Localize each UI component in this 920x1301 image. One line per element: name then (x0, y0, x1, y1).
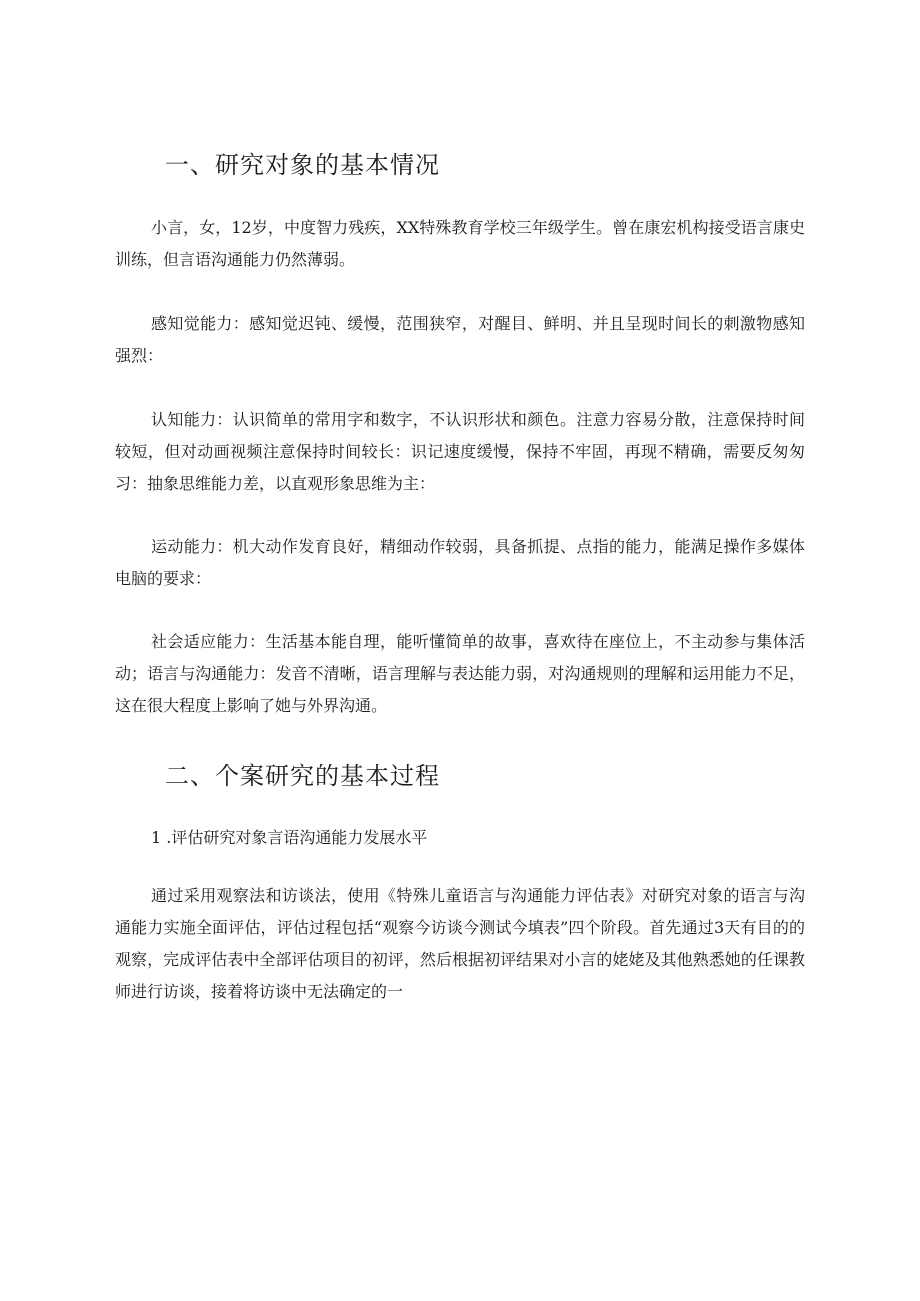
paragraph-motor-ability: 运动能力：机大动作发育良好，精细动作较弱，具备抓提、点指的能力，能满足操作多媒体电脑的要求： (115, 537, 805, 588)
paragraph-cognitive-ability: 认知能力：认识简单的常用字和数字，不认识形状和颜色。注意力容易分散，注意保持时间较短，但对动画视频注意保持时间较长：识记速度缓慢，保持不牢固，再现不精确，需要反匆匆习：抽象思维能力差，以直观形象思维为主： (115, 410, 805, 493)
section-heading-basic-info: 一、研究对象的基本情况 (165, 151, 440, 179)
section-heading-process: 二、个案研究的基本过程 (165, 762, 440, 790)
paragraph-social-adaptation: 社会适应能力：生活基本能自理，能听懂简单的故事，喜欢待在座位上，不主动参与集体活动；语言与沟通能力：发音不清晰，语言理解与表达能力弱，对沟通规则的理解和运用能力不足，这在很大程度上影响了她与外界沟通。 (115, 632, 805, 715)
paragraph-perception-ability: 感知觉能力：感知觉迟钝、缓慢，范围狭窄，对醒目、鲜明、并且呈现时间长的刺激物感知强烈： (115, 314, 805, 365)
subsection-heading-assessment: 1 .评估研究对象言语沟通能力发展水平 (151, 828, 428, 847)
paragraph-assessment-method: 通过采用观察法和访谈法，使用《特殊儿童语言与沟通能力评估表》对研究对象的语言与沟通能力实施全面评估，评估过程包括“观察今访谈今测试今填表”四个阶段。首先通过3天有目的的观察，完成评估表中全部评估项目的初评，然后根据初评结果对小言的姥姥及其他熟悉她的任课教师进行访谈，接着将访谈中无法确定的一 (115, 886, 805, 1001)
paragraph-subject-profile: 小言，女，12岁，中度智力残疾，XX特殊教育学校三年级学生。曾在康宏机构接受语言康史训练，但言语沟通能力仍然薄弱。 (115, 218, 805, 269)
